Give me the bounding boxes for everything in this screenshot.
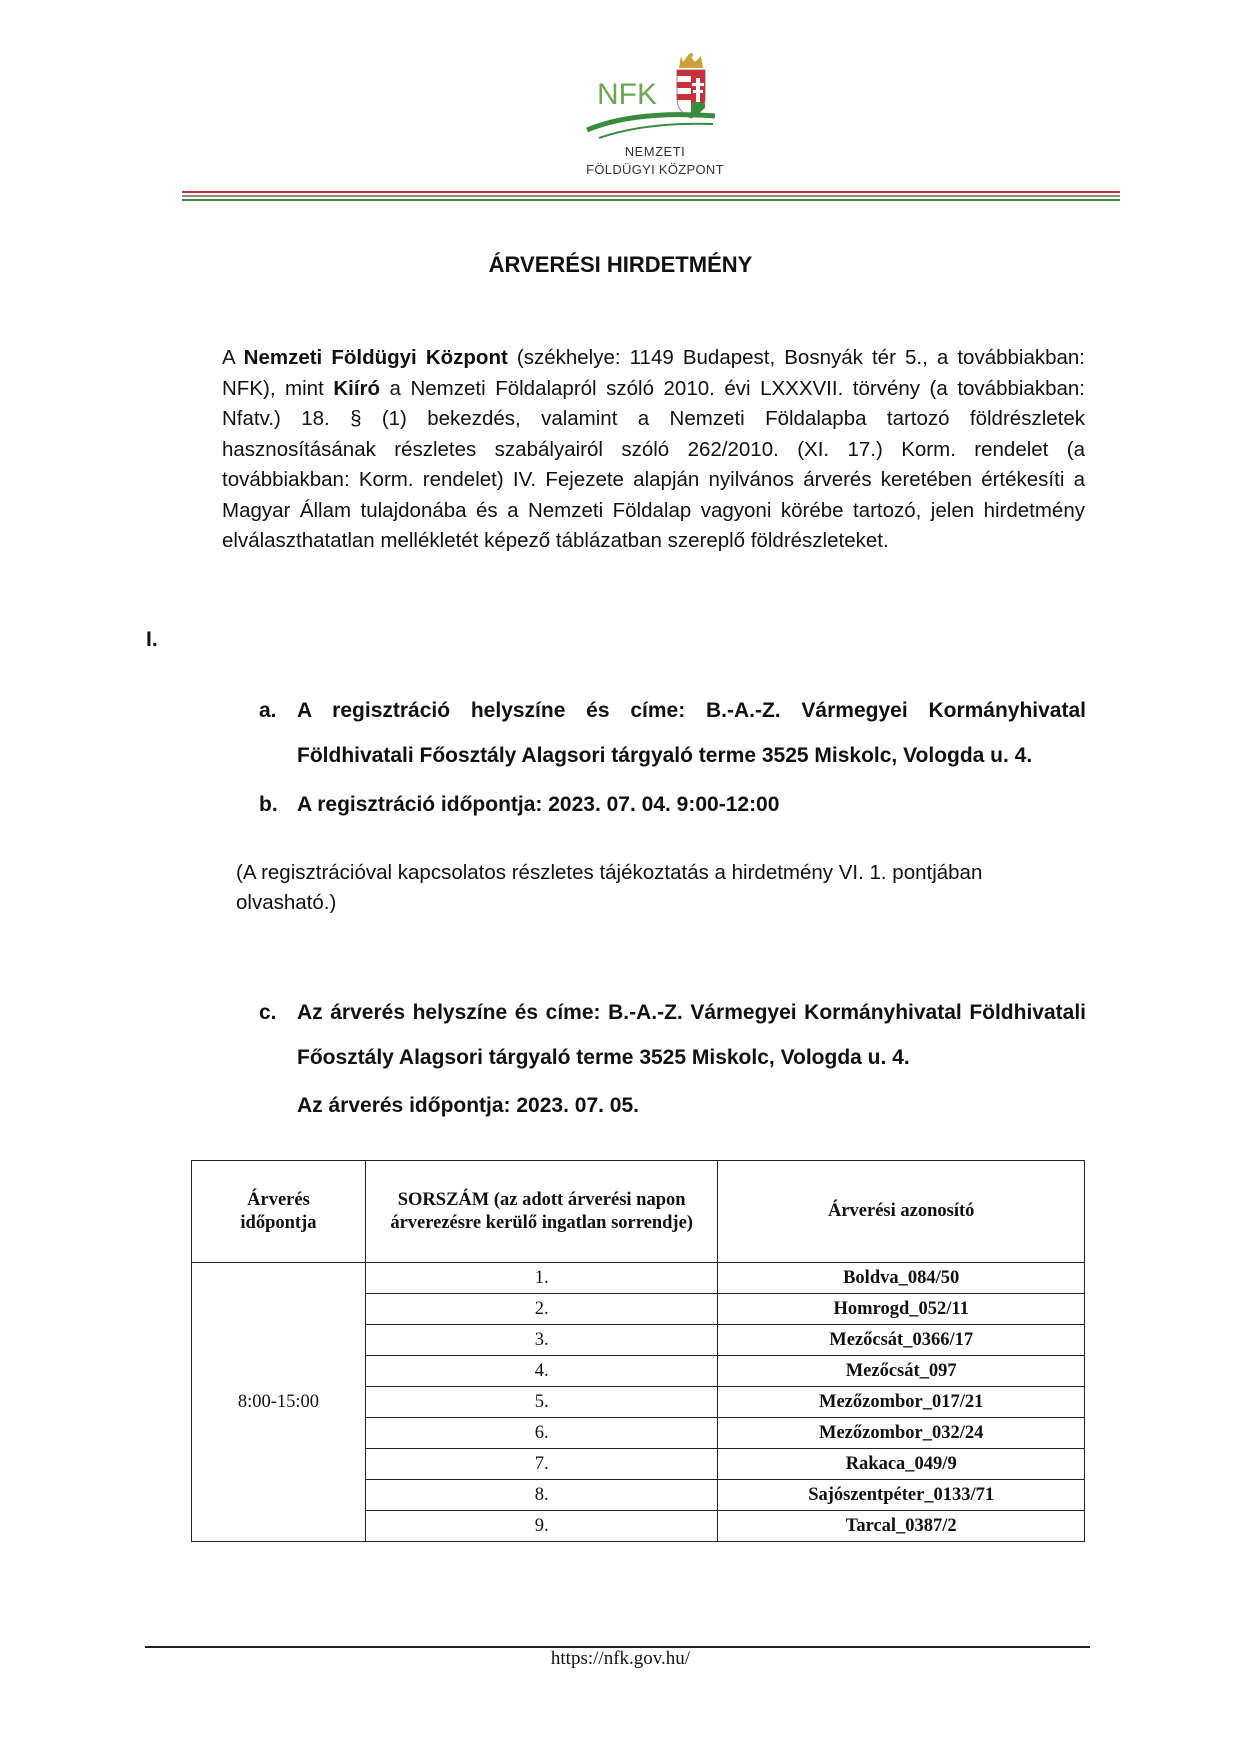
intro-text-3: a Nemzeti Földalapról szóló 2010. évi LXXXVII. törvény (a továbbiakban: Nfatv.) 18. § (1) bekezdés, valamint a Nemzeti Földalapba tartozó földrészletek hasznosításának részletes szabályairól szóló 262/2010. (XI. 17.) Korm. rendelet (a továbbiakban: Korm. rendelet) IV. Fejezete alapján nyilvános árverés keretében értékesíti a Magyar Állam tulajdonába és a Nemzeti Földalap vagyoni körébe tartozó, jelen hirdetmény elválaszthatatlan mellékletét képező táblázatban szereplő földrészleteket. bbox=[222, 376, 1085, 552]
header-auction-time-text: Árverés időpontja bbox=[240, 1189, 317, 1233]
header-sequence-number-text: SORSZÁM (az adott árverési napon árverezésre kerülő ingatlan sorrendje) bbox=[390, 1189, 693, 1233]
row-auction-id: Mezőzombor_032/24 bbox=[718, 1418, 1085, 1449]
row-number: 5. bbox=[365, 1387, 717, 1418]
header-divider-red bbox=[182, 191, 1120, 193]
registration-location bbox=[259, 688, 1086, 778]
row-auction-id: Homrogd_052/11 bbox=[718, 1294, 1085, 1325]
row-auction-id: Tarcal_0387/2 bbox=[718, 1511, 1085, 1542]
header-divider-gray bbox=[182, 195, 1120, 197]
registration-time-text: A regisztráció időpontja: 2023. 07. 04. 9:00-12:00 bbox=[297, 793, 780, 816]
row-auction-id: Mezőcsát_097 bbox=[718, 1356, 1085, 1387]
auction-location bbox=[259, 990, 1086, 1080]
item-c-label: c. bbox=[259, 1001, 277, 1024]
item-b-label: b. bbox=[259, 793, 278, 816]
nfk-logo bbox=[585, 52, 725, 182]
logo-line-foldugyi: FÖLDÜGYI KÖZPONT bbox=[586, 162, 724, 177]
row-number: 1. bbox=[365, 1263, 717, 1294]
nfk-emblem-icon bbox=[585, 52, 725, 144]
svg-text:NFK: NFK bbox=[597, 78, 657, 111]
document-title: ÁRVERÉSI HIRDETMÉNY bbox=[488, 252, 753, 277]
table-header-row bbox=[192, 1161, 1085, 1263]
header-auction-id: Árverési azonosító bbox=[718, 1161, 1085, 1263]
intro-org-name: Nemzeti Földügyi Központ bbox=[243, 346, 508, 369]
auction-location-line2: Főosztály Alagsori tárgyaló terme 3525 Miskolc, Vologda u. 4. bbox=[297, 1046, 910, 1069]
registration-time bbox=[259, 790, 1086, 820]
table-row bbox=[192, 1263, 1085, 1294]
row-auction-id: Rakaca_049/9 bbox=[718, 1449, 1085, 1480]
header-sequence-number bbox=[365, 1161, 717, 1263]
row-number: 2. bbox=[365, 1294, 717, 1325]
row-number: 7. bbox=[365, 1449, 717, 1480]
row-auction-id: Sajószentpéter_0133/71 bbox=[718, 1480, 1085, 1511]
header-divider-green bbox=[182, 199, 1120, 201]
row-auction-id: Mezőcsát_0366/17 bbox=[718, 1325, 1085, 1356]
registration-location-line1: A regisztráció helyszíne és címe: B.-A.-Z. Vármegyei Kormányhivatal bbox=[297, 699, 1086, 722]
row-auction-id: Boldva_084/50 bbox=[718, 1263, 1085, 1294]
row-number: 3. bbox=[365, 1325, 717, 1356]
row-number: 4. bbox=[365, 1356, 717, 1387]
footer-url[interactable]: https://nfk.gov.hu/ bbox=[550, 1648, 691, 1669]
row-number: 9. bbox=[365, 1511, 717, 1542]
auction-location-line1: Az árverés helyszíne és címe: B.-A.-Z. Vármegyei Kormányhivatal Földhivatali bbox=[297, 1001, 1086, 1024]
row-number: 6. bbox=[365, 1418, 717, 1449]
row-number: 8. bbox=[365, 1480, 717, 1511]
auction-time-cell: 8:00-15:00 bbox=[192, 1263, 366, 1542]
auction-table bbox=[191, 1160, 1085, 1542]
row-auction-id: Mezőzombor_017/21 bbox=[718, 1387, 1085, 1418]
section-number: I. bbox=[146, 628, 158, 651]
intro-kiiro: Kiíró bbox=[333, 376, 381, 400]
intro-text-1: A bbox=[222, 346, 244, 369]
registration-location-line2: Földhivatali Főosztály Alagsori tárgyaló terme 3525 Miskolc, Vologda u. 4. bbox=[297, 744, 1033, 767]
registration-note: (A regisztrációval kapcsolatos részletes tájékoztatás a hirdetmény VI. 1. pontjában olvasható.) bbox=[236, 861, 983, 914]
item-a-label: a. bbox=[259, 699, 277, 722]
intro-text-2: (székhelye: 1149 Budapest, Bosnyák tér 5., a továbbiakban: NFK), mint bbox=[222, 346, 1086, 400]
intro-paragraph bbox=[222, 343, 1085, 557]
logo-line-nemzeti: NEMZETI bbox=[624, 144, 686, 159]
header-auction-time bbox=[192, 1161, 366, 1263]
auction-time: Az árverés időpontja: 2023. 07. 05. bbox=[297, 1094, 639, 1117]
